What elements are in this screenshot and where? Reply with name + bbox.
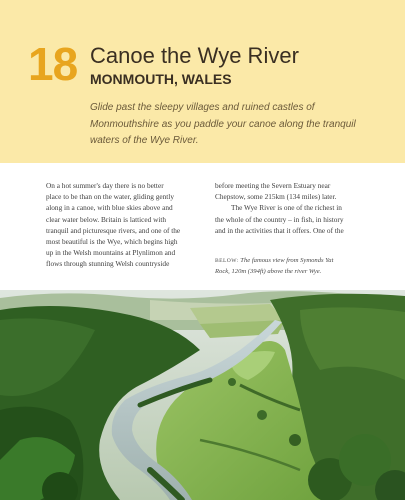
body-line: the whole of the country – in fish, in history (215, 214, 344, 224)
body-line: On a hot summer's day there is no better (46, 181, 164, 190)
caption-line-1 (215, 256, 375, 267)
body-line: before meeting the Severn Estuary near (215, 181, 331, 190)
chapter-title: Canoe the Wye River (90, 43, 299, 68)
chapter-header (0, 0, 405, 163)
body-line: up in the Welsh mountains at Plynlimon and (46, 248, 176, 258)
caption-tag: BELOW: (215, 258, 239, 264)
body-line: and in the activities that it offers. One of the (215, 225, 344, 235)
body-line: along in a canoe, with blue skies above and (46, 203, 173, 213)
body-column-right (215, 180, 365, 236)
photo-caption (215, 256, 375, 277)
intro-line: Monmouthshire as you paddle your canoe along the tranquil (90, 118, 356, 130)
body-line: flows through stunning Welsh countryside (46, 259, 170, 269)
intro-text (90, 100, 380, 150)
body-line: tranquil and picturesque rivers, and one of the (46, 225, 181, 235)
body-line: The Wye River is one of the richest in (231, 203, 342, 213)
intro-line: waters of the Wye River. (90, 135, 199, 146)
body-line: place to be than on the water, gliding gently (46, 192, 174, 202)
chapter-number: 18 (28, 38, 78, 90)
body-line: clear water below. Britain is latticed with (46, 214, 167, 224)
body-line: most beautiful is the Wye, which begins high (46, 237, 178, 247)
river-photo (0, 290, 405, 500)
landscape-illustration (0, 290, 405, 500)
chapter-location: MONMOUTH, WALES (90, 71, 232, 87)
intro-line: Glide past the sleepy villages and ruined castles of (90, 102, 315, 113)
body-line: Chepstow, some 215km (134 miles) later. (215, 192, 337, 202)
body-column-left (46, 180, 196, 270)
caption-text: The famous view from Symonds Yat (238, 257, 334, 264)
caption-line-2: Rock, 120m (394ft) above the river Wye. (215, 267, 322, 275)
